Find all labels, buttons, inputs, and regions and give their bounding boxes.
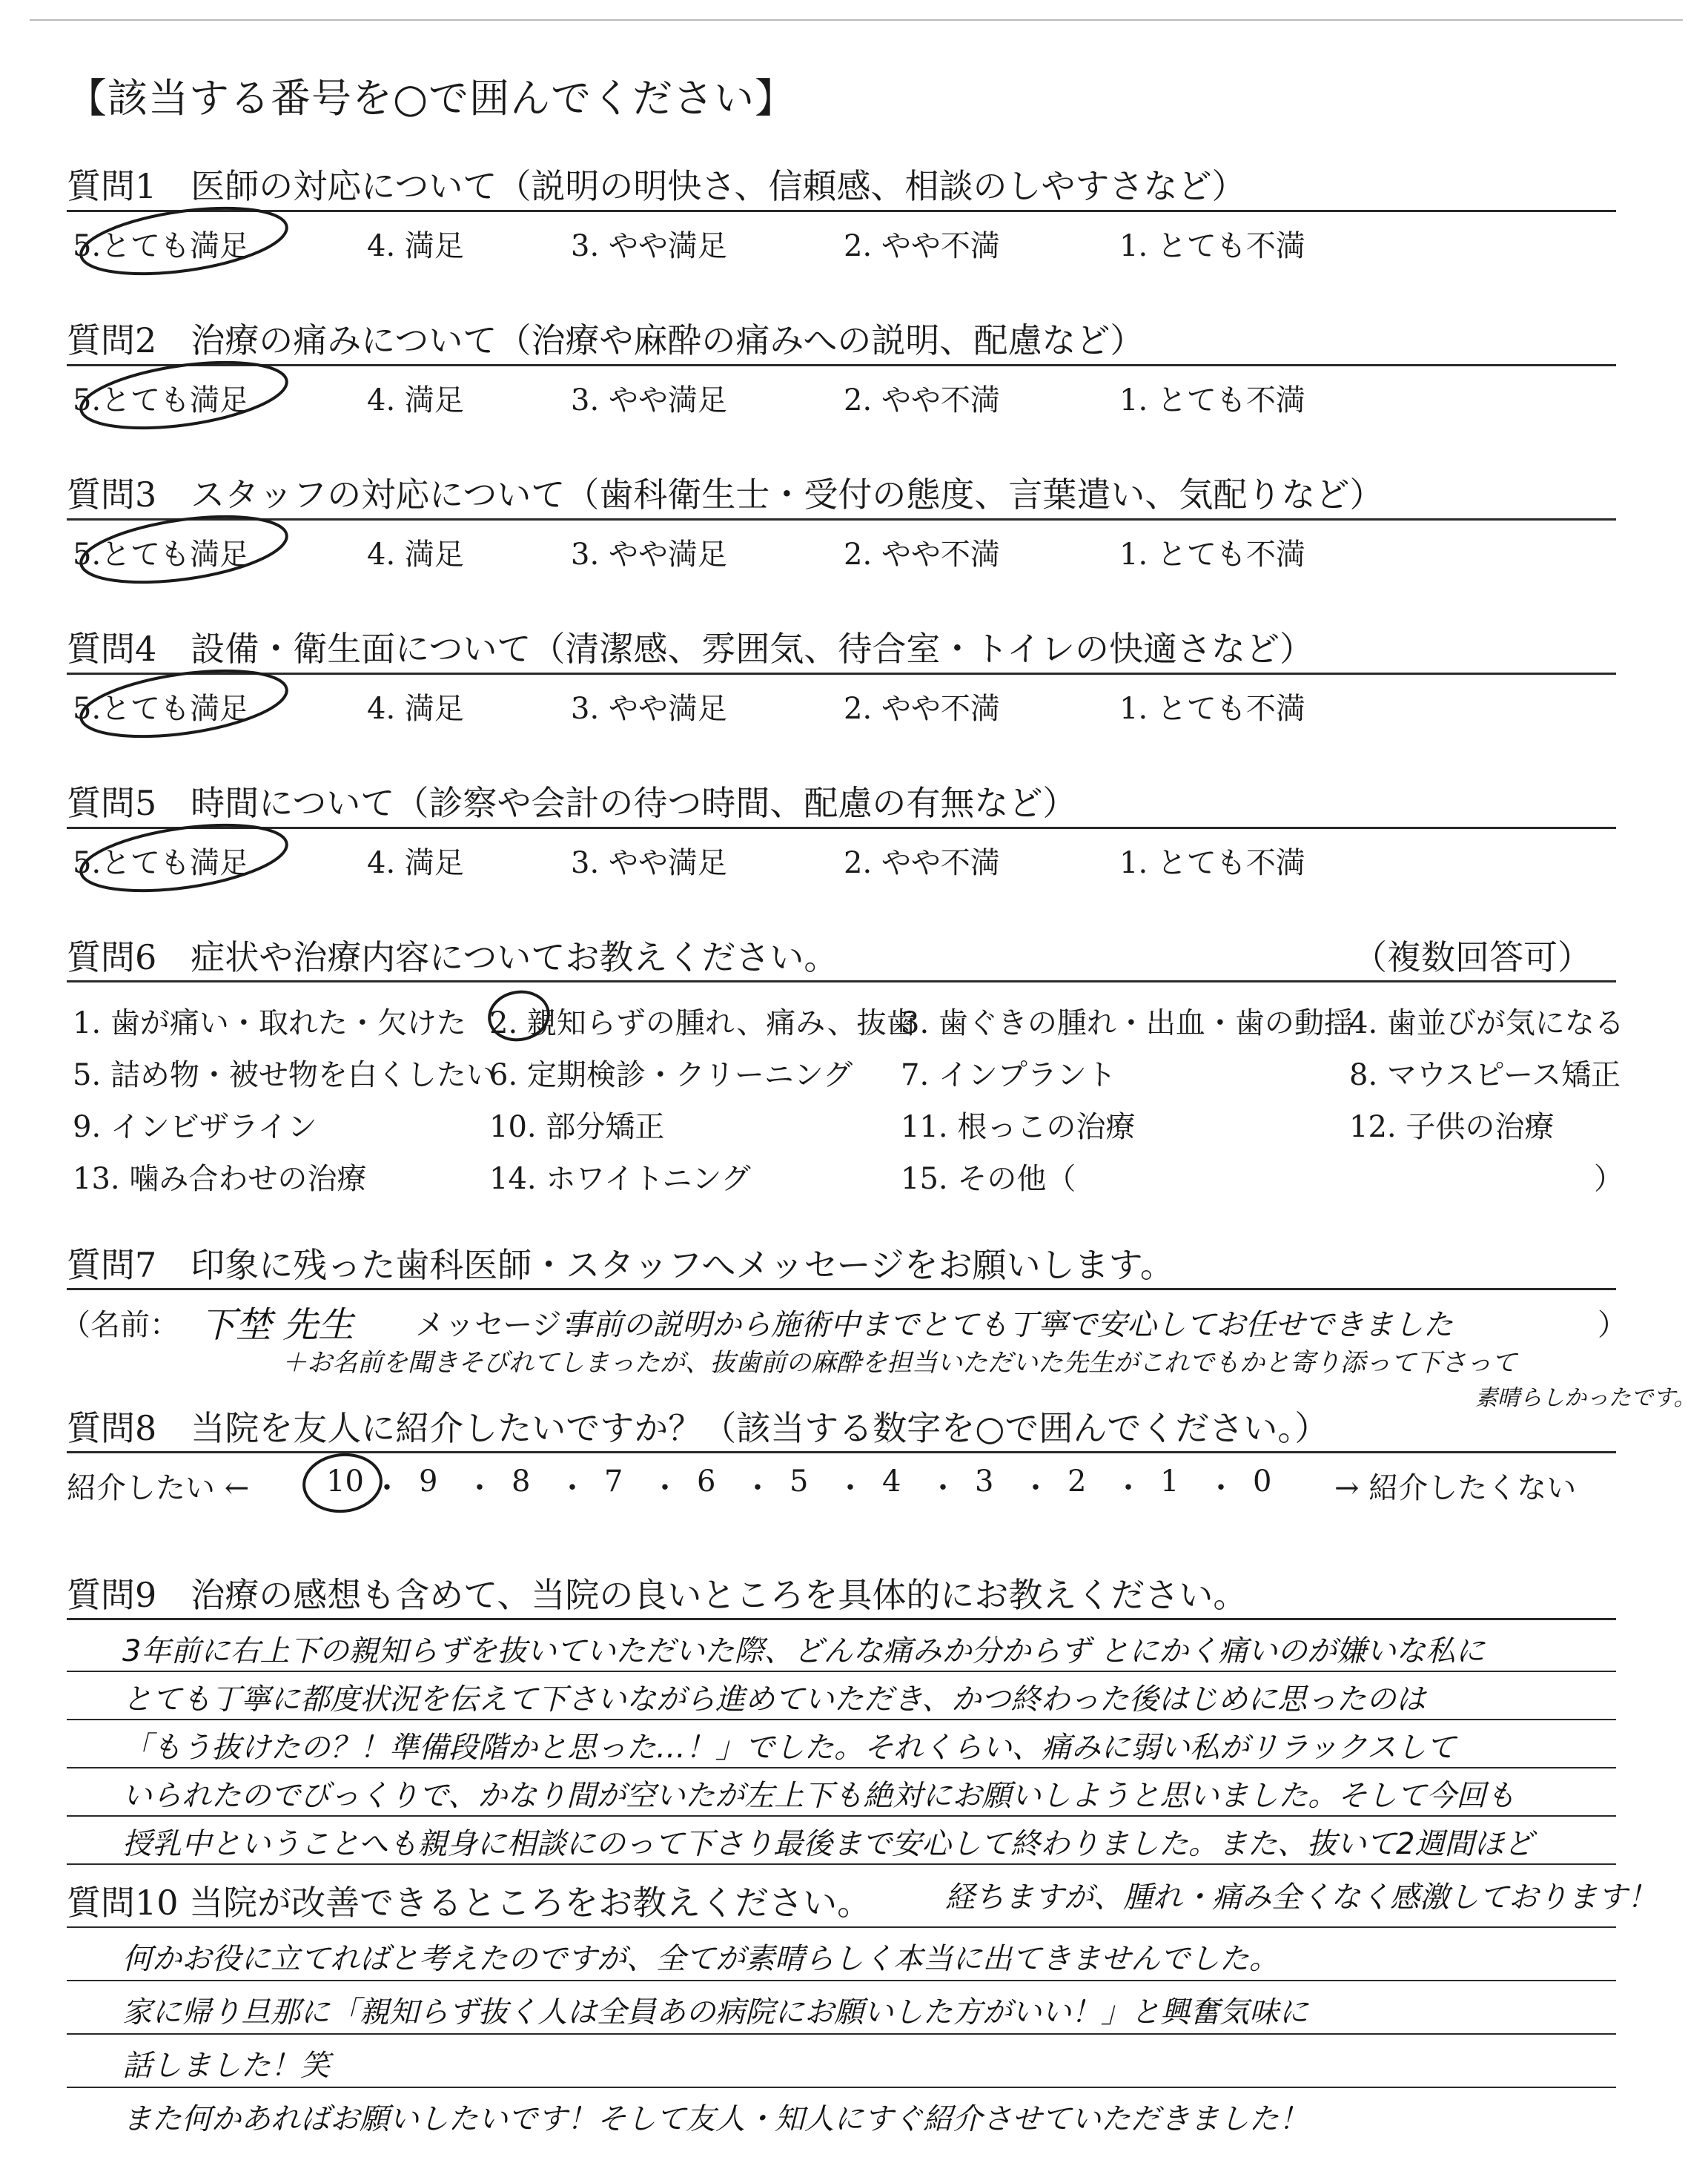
q10-line-rule — [67, 2033, 1616, 2035]
q7-message-line-2: ＋お名前を聞きそびれてしまったが、抜歯前の麻酔を担当いただいた先生がこれでもかと寄り添って下さって — [282, 1348, 1517, 1378]
q10-line-4: また何かあればお願いしたいです！そして友人・知人にすぐ紹介させていただきました！ — [122, 2102, 1308, 2136]
q6-option-14: 14. ホワイトニング — [489, 1162, 751, 1196]
q9-title: 質問9 治療の感想も含めて、当院の良いところを具体的にお教えください。 — [67, 1575, 1248, 1615]
q6-option-11: 11. 根っこの治療 — [901, 1110, 1136, 1144]
q3-rule — [67, 518, 1616, 521]
q6-option-12: 12. 子供の治療 — [1349, 1110, 1555, 1144]
q1-rule — [67, 210, 1616, 212]
q2-title: 質問2 治療の痛みについて（治療や麻酔の痛みへの説明、配慮など） — [67, 320, 1145, 360]
q2-option-5: 5.とても満足 — [73, 383, 250, 417]
q7-message-line-1: 事前の説明から施術中までとても丁寧で安心してお任せできました — [563, 1308, 1453, 1342]
q1-title: 質問1 医師の対応について（説明の明快さ、信頼感、相談のしやすさなど） — [67, 166, 1246, 206]
q9-line-rule — [67, 1671, 1616, 1672]
q6-option-9: 9. インビザライン — [73, 1110, 317, 1144]
q8-separator: ・ — [1021, 1471, 1050, 1505]
q1-option-1: 1. とても不満 — [1119, 229, 1305, 263]
q10-line-1: 何かお役に立てればと考えたのですが、全てが素晴らしく本当に出てきませんでした。 — [122, 1942, 1279, 1976]
q3-option-4: 4. 満足 — [367, 538, 464, 572]
q9-line-3: 「もう抜けたの？！準備段階かと思った…！」でした。それくらい、痛みに弱い私がリラックスして — [122, 1731, 1456, 1765]
q9-line-rule — [67, 1815, 1616, 1817]
q6-option-10: 10. 部分矯正 — [489, 1110, 665, 1144]
q1-option-2: 2. やや不満 — [844, 229, 1000, 263]
q4-option-3: 3. やや満足 — [571, 692, 727, 726]
q3-option-2: 2. やや不満 — [844, 538, 1000, 572]
q8-separator: ・ — [465, 1471, 494, 1505]
q8-separator: ・ — [835, 1471, 865, 1505]
q5-option-3: 3. やや満足 — [571, 846, 727, 880]
q5-option-2: 2. やや不満 — [844, 846, 1000, 880]
q6-option-5: 5. 詰め物・被せ物を白くしたい — [73, 1058, 496, 1092]
q8-value-1: 1 — [1160, 1464, 1179, 1499]
q8-value-6: 6 — [697, 1464, 716, 1499]
q6-option-8: 8. マウスピース矯正 — [1349, 1058, 1621, 1092]
q8-separator: ・ — [557, 1471, 587, 1505]
q10-line-rule — [67, 2087, 1616, 2088]
q4-option-1: 1. とても不満 — [1119, 692, 1305, 726]
q8-value-4: 4 — [882, 1464, 901, 1499]
q7-close-paren: ） — [1598, 1308, 1627, 1342]
q6-option-6: 6. 定期検診・クリーニング — [489, 1058, 853, 1092]
q7-message-line-3: 素晴らしかったです。 — [1475, 1385, 1696, 1411]
q3-option-5: 5.とても満足 — [73, 538, 250, 572]
q9-line-rule — [67, 1719, 1616, 1720]
q1-option-4: 4. 満足 — [367, 229, 464, 263]
q8-separator: ・ — [372, 1471, 402, 1505]
q10-line-rule — [67, 1926, 1616, 1928]
q10-line-rule — [67, 1980, 1616, 1981]
q6-option-15: 15. その他（ — [901, 1162, 1076, 1196]
q8-separator: ・ — [743, 1471, 772, 1505]
q9-line-4: いられたのでびっくりで、かなり間が空いたが左上下も絶対にお願いしようと思いました。そして今回も — [122, 1779, 1516, 1813]
q5-title: 質問5 時間について（診察や会計の待つ時間、配慮の有無など） — [67, 783, 1077, 823]
q5-rule — [67, 827, 1616, 829]
q9-line-1: 3年前に右上下の親知らずを抜いていただいた際、どんな痛みか分からず とにかく痛いのが嫌いな私に — [122, 1634, 1486, 1668]
q8-value-9: 9 — [419, 1464, 438, 1499]
q8-title: 質問8 当院を友人に紹介したいですか？（該当する数字を○で囲んでください。） — [67, 1408, 1329, 1448]
q3-option-1: 1. とても不満 — [1119, 538, 1305, 572]
q6-title: 質問6 症状や治療内容についてお教えください。 — [67, 937, 838, 977]
q1-option-3: 3. やや満足 — [571, 229, 727, 263]
q8-value-2: 2 — [1068, 1464, 1087, 1499]
q3-title: 質問3 スタッフの対応について（歯科衛生士・受付の態度、言葉遣い、気配りなど） — [67, 475, 1384, 515]
q8-separator: ・ — [650, 1471, 680, 1505]
q8-left-label: 紹介したい ← — [67, 1471, 250, 1505]
q3-option-3: 3. やや満足 — [571, 538, 727, 572]
q6-option-16: ） — [1594, 1162, 1623, 1196]
q8-rule — [67, 1451, 1616, 1453]
q4-option-5: 5.とても満足 — [73, 692, 250, 726]
q4-option-2: 2. やや不満 — [844, 692, 1000, 726]
q9-line-rule — [67, 1863, 1616, 1865]
q5-option-5: 5.とても満足 — [73, 846, 250, 880]
q2-option-4: 4. 満足 — [367, 383, 464, 417]
q6-option-13: 13. 噛み合わせの治療 — [73, 1162, 367, 1196]
q8-value-5: 5 — [790, 1464, 809, 1499]
q8-value-8: 8 — [512, 1464, 531, 1499]
q8-value-10: 10 — [326, 1464, 364, 1499]
q6-option-2: 2. 親知らずの腫れ、痛み、抜歯 — [489, 1006, 916, 1040]
q8-value-3: 3 — [975, 1464, 994, 1499]
q2-option-1: 1. とても不満 — [1119, 383, 1305, 417]
q6-note: （複数回答可） — [1353, 937, 1592, 977]
q9-rule — [67, 1618, 1616, 1620]
q9-line-5: 授乳中ということへも親身に相談にのって下さり最後まで安心して終わりました。また、抜いて2週間ほど — [122, 1827, 1534, 1861]
q4-title: 質問4 設備・衛生面について（清潔感、雰囲気、待合室・トイレの快適さなど） — [67, 629, 1314, 669]
q8-separator: ・ — [1206, 1471, 1236, 1505]
q6-option-7: 7. インプラント — [901, 1058, 1116, 1092]
q2-option-3: 3. やや満足 — [571, 383, 727, 417]
q6-option-1: 1. 歯が痛い・取れた・欠けた — [73, 1006, 466, 1040]
q6-rule — [67, 980, 1616, 982]
q7-title: 質問7 印象に残った歯科医師・スタッフへメッセージをお願いします。 — [67, 1245, 1174, 1285]
q1-option-5: 5.とても満足 — [73, 229, 250, 263]
q4-option-4: 4. 満足 — [367, 692, 464, 726]
q7-rule — [67, 1288, 1616, 1290]
q7-name-handwritten: 下埜 先生 — [200, 1304, 354, 1346]
q10-line-2: 家に帰り旦那に「親知らず抜く人は全員あの病院にお願いした方がいい！」と興奮気味に — [122, 1995, 1308, 2029]
q7-name-label: （名前： — [61, 1308, 179, 1342]
q5-option-1: 1. とても不満 — [1119, 846, 1305, 880]
q7-message-label: メッセージ： — [415, 1308, 592, 1342]
q10-title: 質問10 当院が改善できるところをお教えください。 — [67, 1883, 872, 1923]
q9-line-6: 経ちますが、腫れ・痛み全くなく感激しております！ — [945, 1880, 1657, 1915]
q9-line-rule — [67, 1767, 1616, 1768]
q8-separator: ・ — [1113, 1471, 1143, 1505]
top-border — [30, 19, 1683, 21]
q9-line-2: とても丁寧に都度状況を伝えて下さいながら進めていただき、かつ終わった後はじめに思ったのは — [122, 1682, 1426, 1717]
q2-option-2: 2. やや不満 — [844, 383, 1000, 417]
q6-option-4: 4. 歯並びが気になる — [1349, 1006, 1624, 1040]
q8-value-0: 0 — [1253, 1464, 1272, 1499]
q8-value-7: 7 — [604, 1464, 623, 1499]
q8-separator: ・ — [928, 1471, 958, 1505]
q2-rule — [67, 364, 1616, 366]
instruction-heading: 【該当する番号を○で囲んでください】 — [67, 75, 796, 122]
q10-line-3: 話しました！笑 — [122, 2049, 330, 2083]
q5-option-4: 4. 満足 — [367, 846, 464, 880]
q4-rule — [67, 673, 1616, 675]
q8-right-label: → 紹介したくない — [1334, 1471, 1577, 1505]
q6-option-3: 3. 歯ぐきの腫れ・出血・歯の動揺 — [901, 1006, 1354, 1040]
